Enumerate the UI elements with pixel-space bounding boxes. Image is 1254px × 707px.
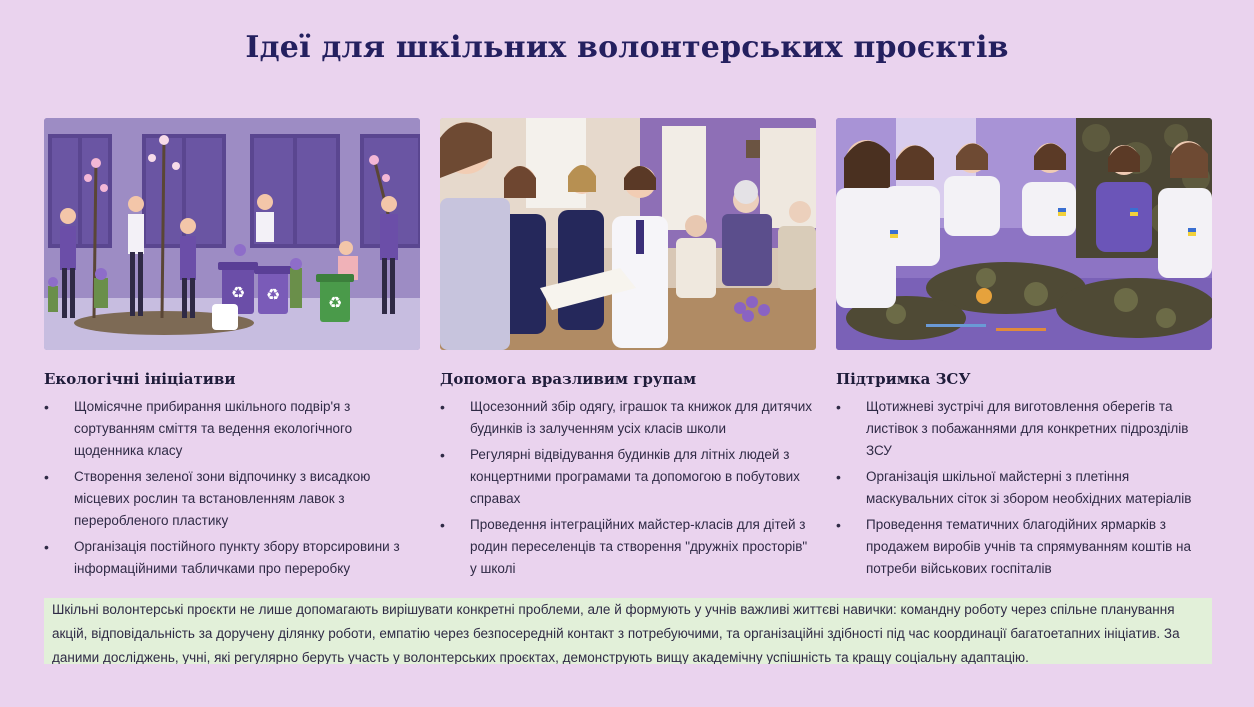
summary-box: Шкільні волонтерські проєкти не лише допомагають вирішувати конкретні проблеми, але й формують у учнів важливі життєві навички: командну роботу через спільне планування акцій, відповідальність за доручену ділянку роботи, емпатію через безпосередній контакт з потребуючими, та організаційні здібності під час координації багатоетапних ініціатив. За даними досліджень, учні, які регулярно беруть участь у волонтерських проєктах, демонструють вищу академічну успішність та кращу соціальну адаптацію. [44, 598, 1212, 664]
bullet-list [440, 396, 816, 580]
svg-text:♻: ♻ [230, 283, 246, 302]
list-item: • Проведення тематичних благодійних ярмарків з продажем виробів учнів та спрямуванням коштів на потреби військових госпіталів [836, 514, 1212, 580]
list-item: • Щотижневі зустрічі для виготовлення оберегів та листівок з побажаннями для конкретних підрозділів ЗСУ [836, 396, 1212, 462]
column-title: Підтримка ЗСУ [836, 370, 971, 388]
list-item: • Щомісячне прибирання шкільного подвір'я з сортуванням сміття та ведення екологічного щоденника класу [44, 396, 420, 462]
column-armed-forces-support [836, 118, 1212, 584]
bullet-list [44, 396, 420, 580]
list-item: • Організація постійного пункту збору вторсировини з інформаційними табличками про переробку [44, 536, 420, 580]
slide-title: Ідеї для шкільних волонтерських проєктів [245, 30, 1009, 65]
illustration-armed-forces-support [836, 118, 1212, 350]
column-title: Екологічні ініціативи [44, 370, 236, 388]
illustration-vulnerable-groups [440, 118, 816, 350]
list-item: • Створення зеленої зони відпочинку з висадкою місцевих рослин та встановленням лавок з переробленого пластику [44, 466, 420, 532]
svg-text:♻: ♻ [265, 285, 281, 304]
list-item: • Регулярні відвідування будинків для літніх людей з концертними програмами та допомогою в побутових справах [440, 444, 816, 510]
list-item: • Щосезонний збір одягу, іграшок та книжок для дитячих будинків із залученням усіх класів школи [440, 396, 816, 440]
bullet-list [836, 396, 1212, 580]
column-vulnerable-groups [440, 118, 816, 584]
column-ecology [44, 118, 420, 584]
idea-columns [44, 118, 1212, 588]
svg-text:♻: ♻ [327, 293, 343, 312]
list-item: • Проведення інтеграційних майстер-класів для дітей з родин переселенців та створення "дружніх просторів" у школі [440, 514, 816, 580]
illustration-ecology [44, 118, 420, 350]
column-title: Допомога вразливим групам [440, 370, 697, 388]
list-item: • Організація шкільної майстерні з плетіння маскувальних сіток зі збором необхідних матеріалів [836, 466, 1212, 510]
